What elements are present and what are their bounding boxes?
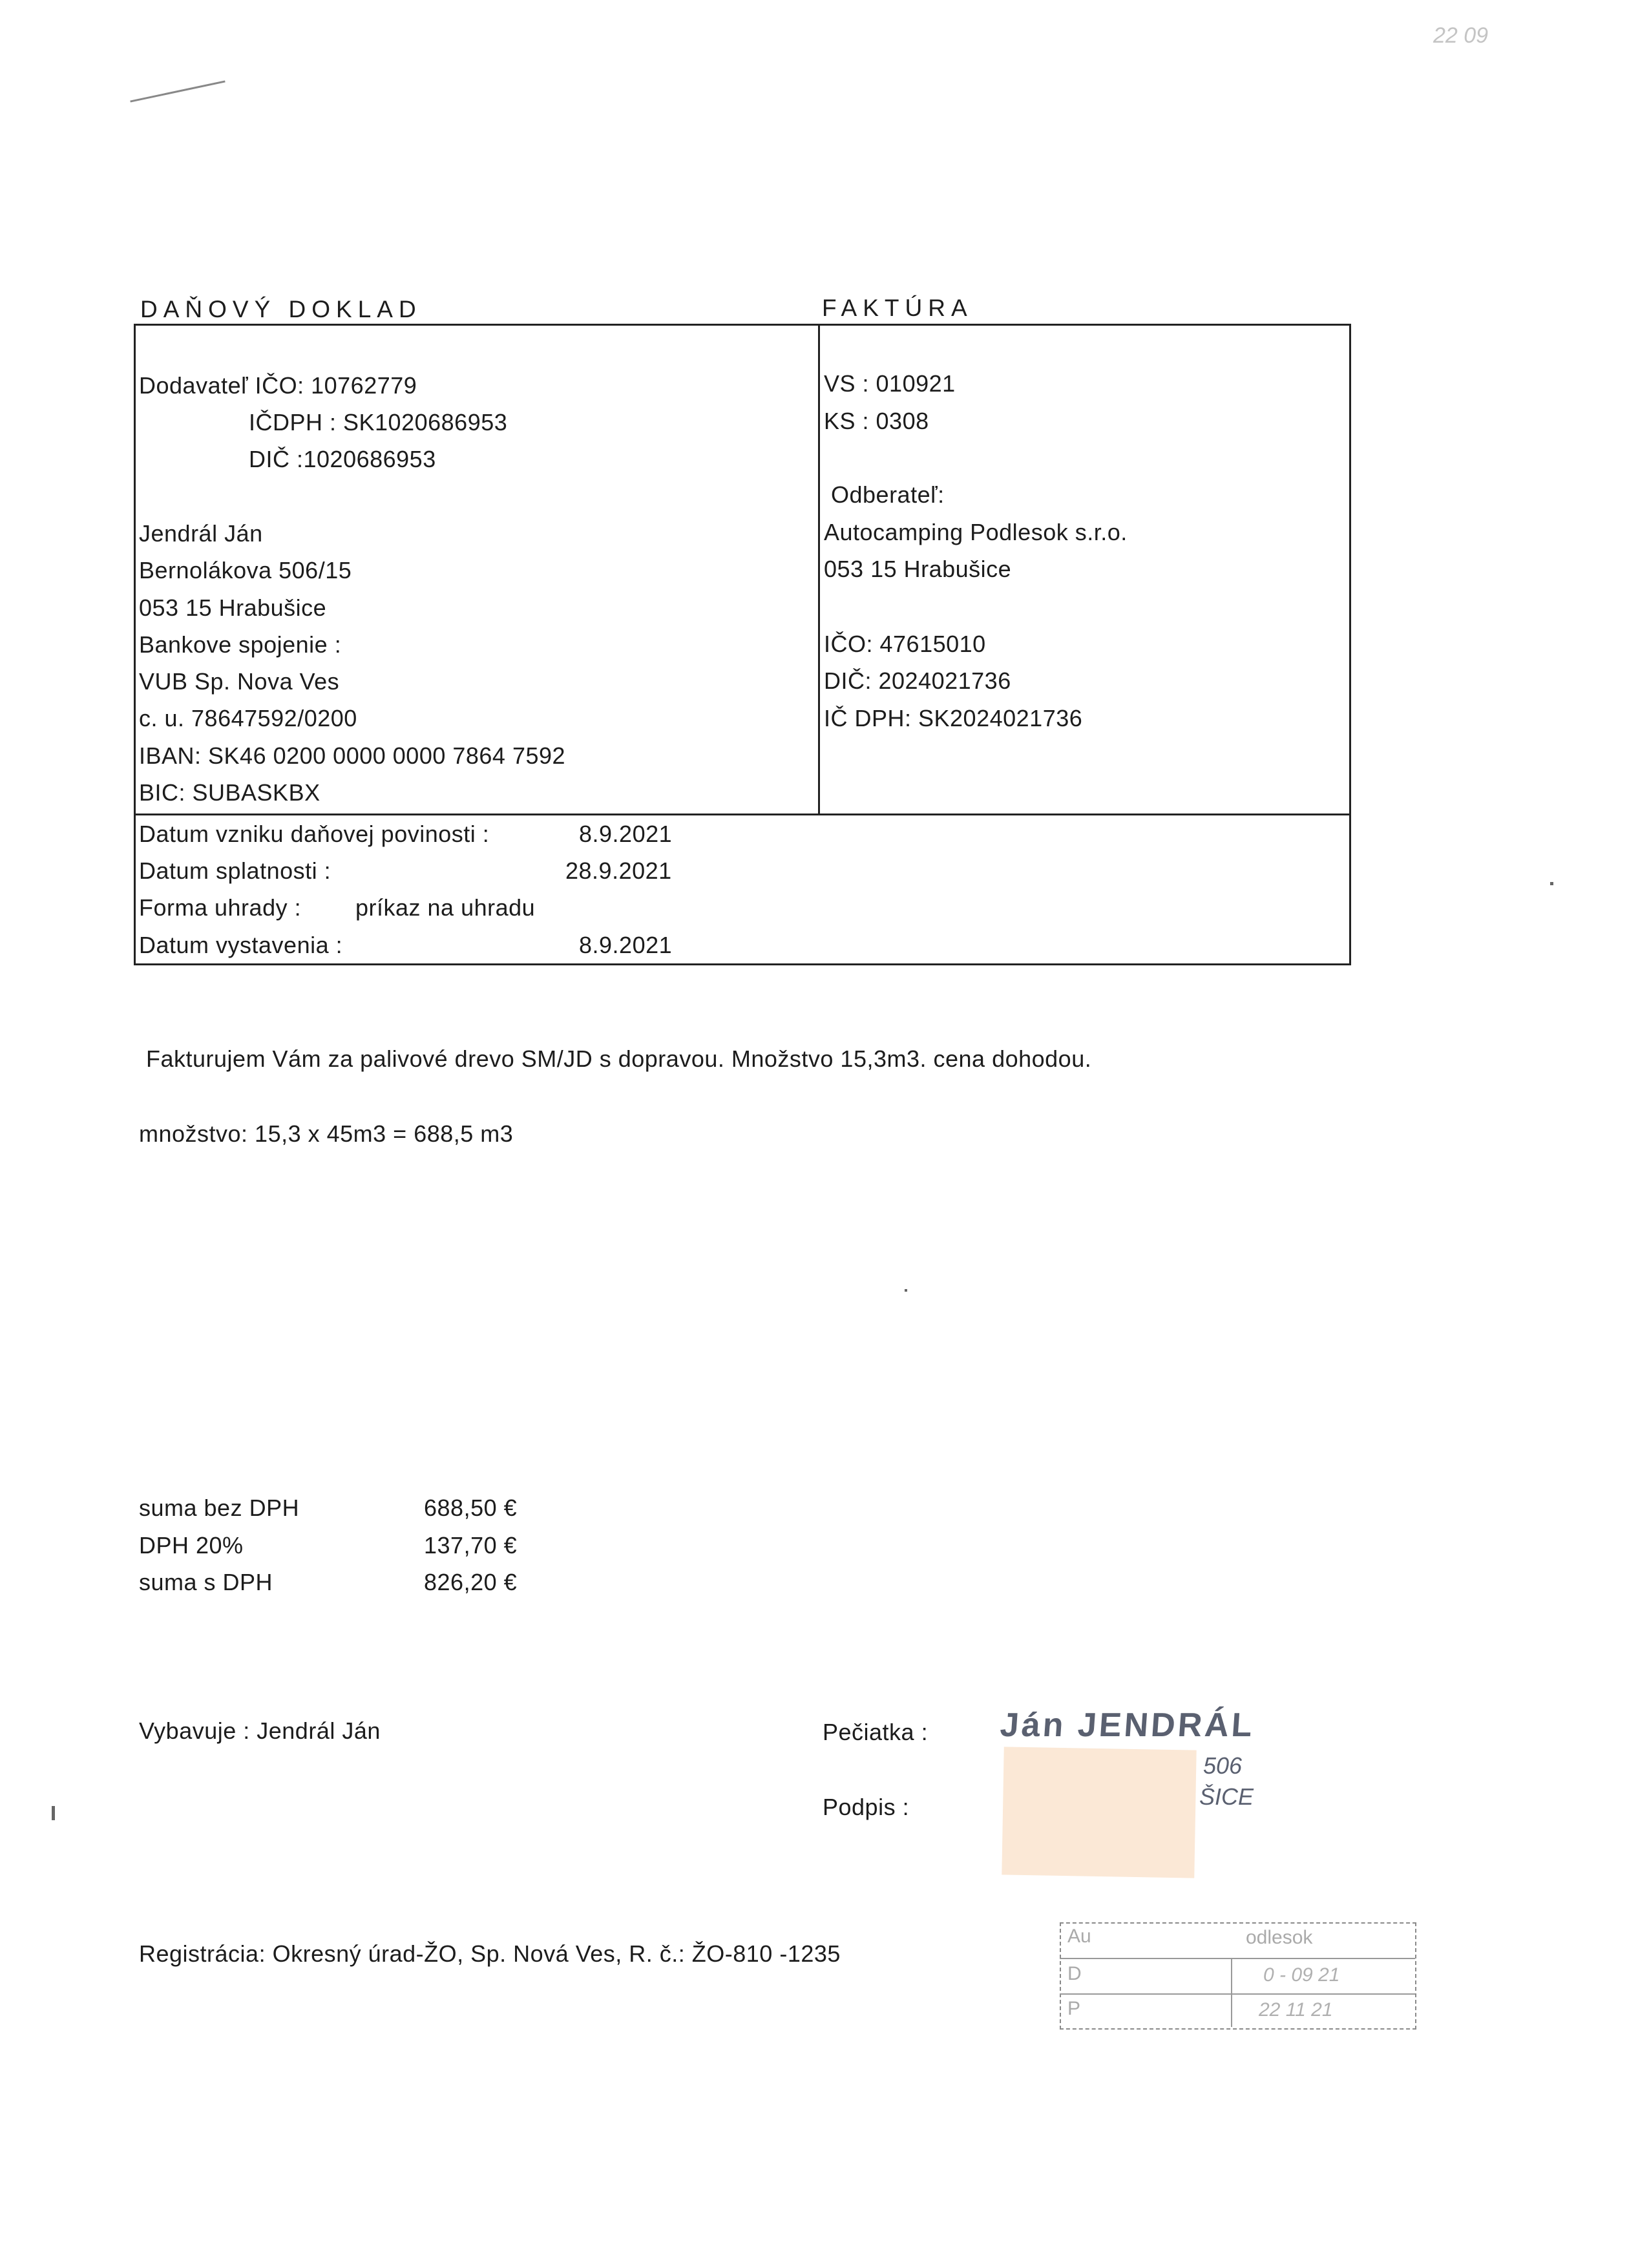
customer-city: 053 15 Hrabušice [824,556,1012,582]
vat-value: 137,70 € [424,1532,518,1559]
payment-form-label: Forma uhrady : [139,894,302,921]
pen-stroke [130,80,225,102]
total-gross-label: suma s DPH [139,1569,273,1595]
received-stamp-r3-right: 22 11 21 [1259,1999,1333,2021]
table-row-divider [134,814,1351,815]
supplier-city: 053 15 Hrabušice [139,594,327,621]
date-vznik-label: Datum vzniku daňovej povinosti : [139,821,490,847]
date-splatnost-value: 28.9.2021 [565,857,672,884]
signature-label: Podpis : [823,1794,910,1820]
corner-note: 22 09 [1433,23,1489,48]
total-net-value: 688,50 € [424,1495,518,1521]
supplier-icdph: IČDPH : SK1020686953 [249,409,508,436]
scan-mark [905,1289,907,1292]
issued-by: Vybavuje : Jendrál Ján [139,1717,381,1744]
received-stamp-box [1060,1922,1416,2030]
date-vystavenie-label: Datum vystavenia : [139,932,343,958]
payment-form-value: príkaz na uhradu [355,894,536,921]
received-stamp-divider [1231,1958,1232,2027]
customer-name: Autocamping Podlesok s.r.o. [824,519,1128,545]
supplier-name: Jendrál Ján [139,520,263,547]
total-net-label: suma bez DPH [139,1495,300,1521]
customer-ico: IČO: 47615010 [824,631,986,657]
received-stamp-divider [1060,1958,1415,1959]
bank-label: Bankove spojenie : [139,631,342,658]
supplier-street: Bernolákova 506/15 [139,557,352,583]
received-stamp-r3-left: P [1067,1998,1081,2019]
stamp-label: Pečiatka : [823,1719,929,1745]
scan-mark [1550,882,1553,885]
total-gross-value: 826,20 € [424,1569,518,1595]
received-stamp-r2-right: 0 - 09 21 [1263,1964,1340,1986]
customer-icdph: IČ DPH: SK2024021736 [824,705,1083,731]
bank-bic: BIC: SUBASKBX [139,779,320,806]
bank-iban: IBAN: SK46 0200 0000 0000 7864 7592 [139,742,566,769]
invoice-description: Fakturujem Vám za palivové drevo SM/JD s dopravou. Množstvo 15,3m3. cena dohodou. [146,1045,1092,1072]
vat-label: DPH 20% [139,1532,244,1559]
bank-name: VUB Sp. Nova Ves [139,668,340,695]
bank-account: c. u. 78647592/0200 [139,705,357,731]
customer-dic: DIČ: 2024021736 [824,667,1011,694]
date-vystavenie-value: 8.9.2021 [579,932,673,958]
variable-symbol: VS : 010921 [824,370,956,397]
received-stamp-r1-right: odlesok [1246,1927,1313,1948]
company-stamp-line2: 506 [1203,1752,1243,1779]
supplier-dic: DIČ :1020686953 [249,446,436,472]
company-stamp-line3: ŠICE [1199,1783,1254,1810]
doc-title-right: FAKTÚRA [822,295,973,321]
customer-label: Odberateľ: [831,481,945,508]
registration-text: Registrácia: Okresný úrad-ŽO, Sp. Nová Ves, R. č.: ŽO-810 -1235 [139,1940,841,1967]
date-splatnost-label: Datum splatnosti : [139,857,331,884]
table-column-divider [818,324,820,814]
received-stamp-divider [1060,1993,1415,1995]
doc-title-left: DAŇOVÝ DOKLAD [140,296,422,322]
stamp-patch [1002,1747,1196,1878]
date-vznik-value: 8.9.2021 [579,821,673,847]
received-stamp-r1-left: Au [1067,1926,1091,1947]
supplier-ico: Dodavateľ IČO: 10762779 [139,372,417,399]
constant-symbol: KS : 0308 [824,408,929,434]
company-stamp-name: Ján JENDRÁL [998,1706,1256,1744]
received-stamp-r2-left: D [1067,1963,1082,1984]
quantity-line: množstvo: 15,3 x 45m3 = 688,5 m3 [139,1120,514,1147]
scan-mark [52,1806,55,1820]
